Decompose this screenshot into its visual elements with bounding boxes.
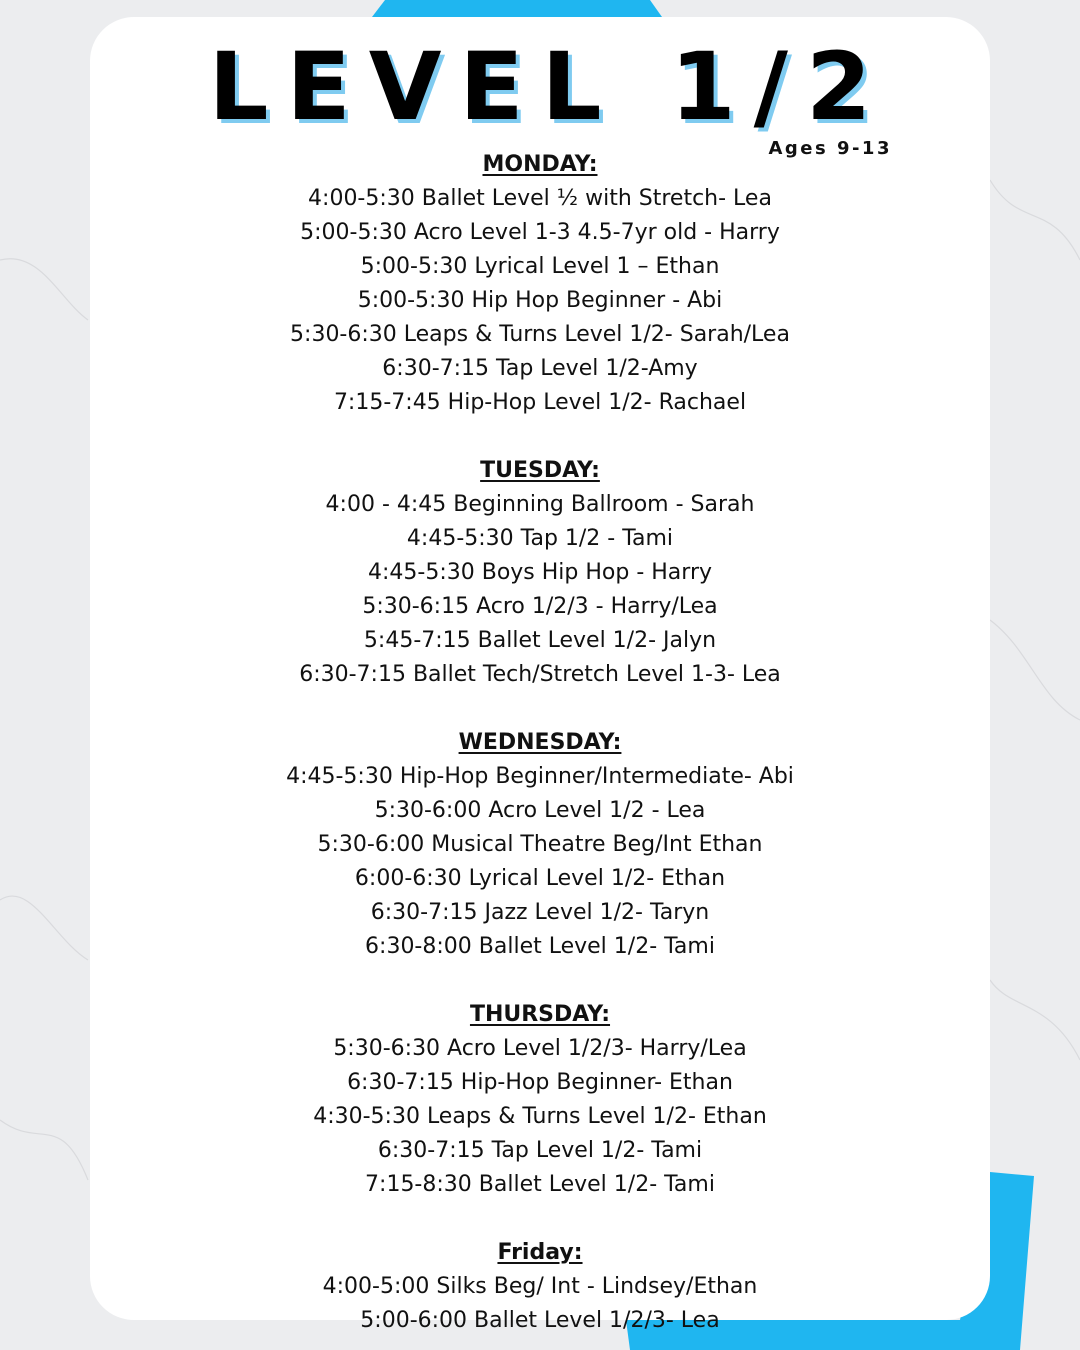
day-heading: THURSDAY: (469, 1002, 611, 1027)
day-heading: Friday: (497, 1240, 583, 1265)
class-entry: 4:30-5:30 Leaps & Turns Level 1/2- Ethan (313, 1104, 767, 1129)
day-wednesday (90, 726, 990, 964)
class-entry: 6:30-8:00 Ballet Level 1/2- Tami (365, 934, 715, 959)
class-entry: 6:30-7:15 Ballet Tech/Stretch Level 1-3- Lea (299, 662, 781, 687)
day-friday (90, 1236, 990, 1338)
top-blue-shape (372, 0, 662, 17)
class-entry: 5:45-7:15 Ballet Level 1/2- Jalyn (363, 628, 717, 653)
class-entry: 5:30-6:30 Leaps & Turns Level 1/2- Sarah/Lea (290, 322, 790, 347)
day-heading: WEDNESDAY: (458, 730, 622, 755)
page-title: LEVEL 1/2 (208, 33, 890, 142)
class-entry: 7:15-7:45 Hip-Hop Level 1/2- Rachael (333, 390, 747, 415)
day-thursday (90, 998, 990, 1202)
class-entry: 5:00-6:00 Ballet Level 1/2/3- Lea (360, 1308, 720, 1333)
class-entry: 5:30-6:15 Acro 1/2/3 - Harry/Lea (362, 594, 718, 619)
class-entry: 5:00-5:30 Hip Hop Beginner - Abi (357, 288, 723, 313)
day-tuesday (90, 454, 990, 692)
class-entry: 6:30-7:15 Jazz Level 1/2- Taryn (370, 900, 710, 925)
schedule-card (90, 17, 990, 1333)
class-entry: 5:30-6:00 Acro Level 1/2 - Lea (374, 798, 706, 823)
class-entry: 4:00-5:30 Ballet Level ½ with Stretch- Lea (308, 186, 772, 211)
age-range-label: Ages 9-13 (768, 138, 892, 159)
class-entry: 4:45-5:30 Boys Hip Hop - Harry (367, 560, 713, 585)
class-entry: 5:00-5:30 Lyrical Level 1 – Ethan (360, 254, 720, 279)
class-entry: 5:30-6:30 Acro Level 1/2/3- Harry/Lea (333, 1036, 747, 1061)
class-entry: 4:45-5:30 Hip-Hop Beginner/Intermediate- Abi (286, 764, 794, 789)
class-entry: 6:30-7:15 Tap Level 1/2- Tami (377, 1138, 703, 1163)
day-heading: MONDAY: (482, 152, 598, 177)
class-entry: 7:15-8:30 Ballet Level 1/2- Tami (365, 1172, 715, 1197)
class-entry: 6:00-6:30 Lyrical Level 1/2- Ethan (354, 866, 726, 891)
day-monday (90, 148, 990, 420)
day-heading: TUESDAY: (480, 458, 600, 483)
class-entry: 4:00-5:00 Silks Beg/ Int - Lindsey/Ethan (322, 1274, 758, 1299)
class-entry: 4:00 - 4:45 Beginning Ballroom - Sarah (325, 492, 755, 517)
class-entry: 5:00-5:30 Acro Level 1-3 4.5-7yr old - Harry (300, 220, 780, 245)
class-entry: 6:30-7:15 Tap Level 1/2-Amy (382, 356, 698, 381)
weekly-schedule (90, 148, 990, 1338)
class-entry: 5:30-6:00 Musical Theatre Beg/Int Ethan (317, 832, 763, 857)
class-entry: 4:45-5:30 Tap 1/2 - Tami (406, 526, 674, 551)
class-entry: 6:30-7:15 Hip-Hop Beginner- Ethan (347, 1070, 733, 1095)
